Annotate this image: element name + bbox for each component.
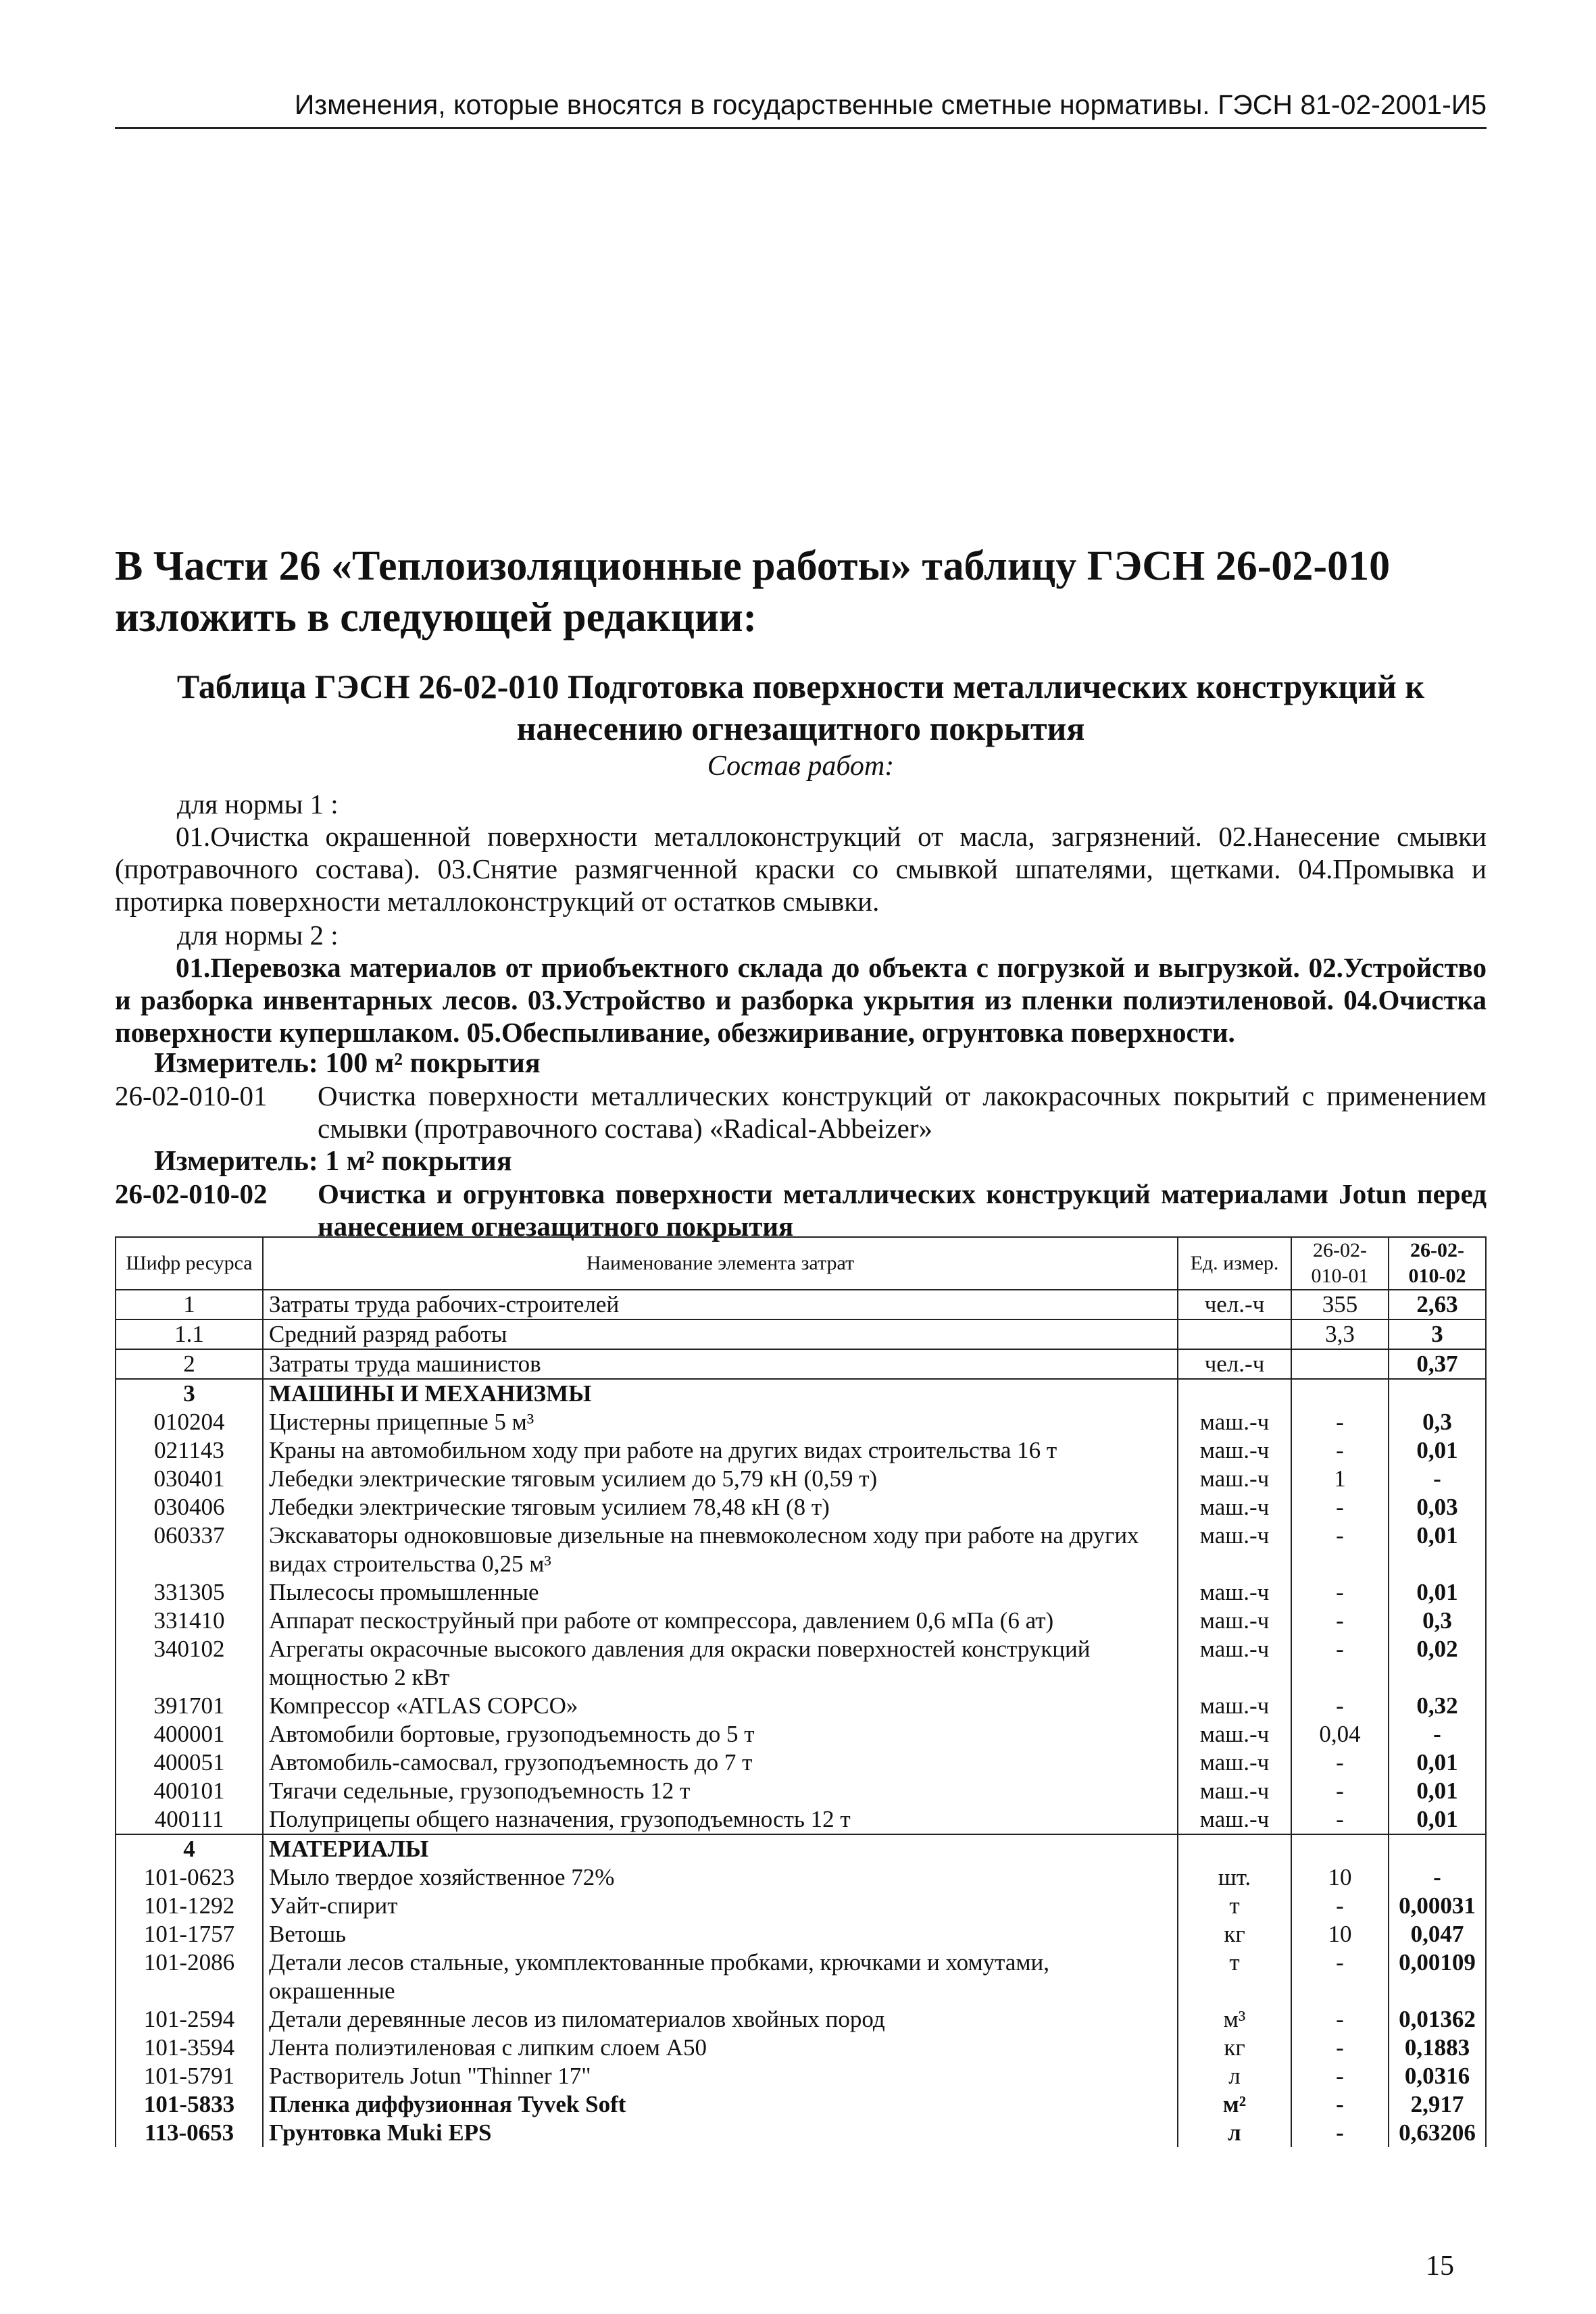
cell-name: Мыло твердое хозяйственное 72% bbox=[263, 1863, 1178, 1892]
running-header: Изменения, которые вносятся в государственные сметные нормативы. ГЭСН 81-02-2001-И5 bbox=[294, 89, 1487, 120]
cell-v2: 0,32 bbox=[1389, 1692, 1486, 1720]
cell-name: Лебедки электрические тяговым усилием 78,48 кН (8 т) bbox=[263, 1493, 1178, 1521]
cell-v1: - bbox=[1291, 1408, 1389, 1436]
table-row bbox=[116, 1720, 1486, 1749]
cell-v2 bbox=[1389, 1834, 1486, 1863]
cell-code: 030401 bbox=[116, 1465, 263, 1493]
col-code: Шифр ресурса bbox=[116, 1237, 263, 1290]
cell-unit: маш.-ч bbox=[1178, 1805, 1291, 1834]
cell-v1: - bbox=[1291, 2005, 1389, 2034]
cell-name: МАТЕРИАЛЫ bbox=[263, 1834, 1178, 1863]
cell-unit: маш.-ч bbox=[1178, 1692, 1291, 1720]
cell-v2: 0,01 bbox=[1389, 1749, 1486, 1777]
table-title: Таблица ГЭСН 26-02-010 Подготовка поверхности металлических конструкций к нанесению огнезащитного покрытия bbox=[176, 668, 1425, 747]
cell-v2: 0,01 bbox=[1389, 1521, 1486, 1578]
cell-name: Средний разряд работы bbox=[263, 1319, 1178, 1349]
norm2-label: для нормы 2 : bbox=[177, 920, 339, 951]
cell-v1: - bbox=[1291, 2119, 1389, 2147]
table-row bbox=[116, 2119, 1486, 2147]
table-row bbox=[116, 2090, 1486, 2119]
table-row bbox=[116, 1635, 1486, 1692]
cell-name: Компрессор «ATLAS COPCO» bbox=[263, 1692, 1178, 1720]
norm-desc-2: Очистка и огрунтовка поверхности металлических конструкций материалами Jotun перед нанесением огнезащитного покрытия bbox=[318, 1178, 1487, 1242]
cell-code: 101-2086 bbox=[116, 1948, 263, 2005]
table-row bbox=[116, 1465, 1486, 1493]
cell-v2: 2,63 bbox=[1389, 1290, 1486, 1319]
norm-desc-1: Очистка поверхности металлических конструкций от лакокрасочных покрытий с применением смывки (протравочного состава) «Radical-Abbeizer» bbox=[318, 1080, 1487, 1144]
cell-v2: 0,37 bbox=[1389, 1349, 1486, 1379]
cell-v2: 0,3 bbox=[1389, 1408, 1486, 1436]
cell-name: Автомобиль-самосвал, грузоподъемность до 7 т bbox=[263, 1749, 1178, 1777]
cell-code: 010204 bbox=[116, 1408, 263, 1436]
table-row bbox=[116, 1892, 1486, 1920]
cell-unit: чел.-ч bbox=[1178, 1290, 1291, 1319]
table-row bbox=[116, 1379, 1486, 1408]
cell-name: Экскаваторы одноковшовые дизельные на пневмоколесном ходу при работе на других видах строительства 0,25 м³ bbox=[263, 1521, 1178, 1578]
cell-unit: маш.-ч bbox=[1178, 1720, 1291, 1749]
cell-v1: - bbox=[1291, 1521, 1389, 1578]
cell-name: Грунтовка Muki EPS bbox=[263, 2119, 1178, 2147]
cell-v1: - bbox=[1291, 1578, 1389, 1607]
cell-v1 bbox=[1291, 1834, 1389, 1863]
cell-code: 400111 bbox=[116, 1805, 263, 1834]
cell-code: 101-2594 bbox=[116, 2005, 263, 2034]
cell-code: 400051 bbox=[116, 1749, 263, 1777]
table-body bbox=[116, 1290, 1486, 2147]
cell-name: Растворитель Jotun "Thinner 17" bbox=[263, 2062, 1178, 2090]
cell-v1: - bbox=[1291, 1692, 1389, 1720]
cell-v2: 2,917 bbox=[1389, 2090, 1486, 2119]
cell-code: 101-0623 bbox=[116, 1863, 263, 1892]
cell-v2: 0,0316 bbox=[1389, 2062, 1486, 2090]
cell-code: 391701 bbox=[116, 1692, 263, 1720]
cell-v2: 0,3 bbox=[1389, 1607, 1486, 1635]
cell-unit: маш.-ч bbox=[1178, 1635, 1291, 1692]
cell-unit: маш.-ч bbox=[1178, 1465, 1291, 1493]
cell-v2: - bbox=[1389, 1720, 1486, 1749]
table-row bbox=[116, 1521, 1486, 1578]
cell-v2: 3 bbox=[1389, 1319, 1486, 1349]
cell-v1: - bbox=[1291, 1948, 1389, 2005]
work-composition-label: Состав работ: bbox=[707, 751, 895, 782]
cell-code: 1.1 bbox=[116, 1319, 263, 1349]
cell-name: Лента полиэтиленовая с липким слоем А50 bbox=[263, 2034, 1178, 2062]
cell-v1: 355 bbox=[1291, 1290, 1389, 1319]
cell-v1: 0,04 bbox=[1291, 1720, 1389, 1749]
cell-unit bbox=[1178, 1834, 1291, 1863]
cell-name: Аппарат пескоструйный при работе от компрессора, давлением 0,6 мПа (6 ат) bbox=[263, 1607, 1178, 1635]
table-row bbox=[116, 1863, 1486, 1892]
table-row bbox=[116, 1493, 1486, 1521]
cell-unit: кг bbox=[1178, 2034, 1291, 2062]
cell-code: 101-1757 bbox=[116, 1920, 263, 1948]
cell-v1: 10 bbox=[1291, 1920, 1389, 1948]
header-rule bbox=[115, 127, 1487, 129]
table-row bbox=[116, 1749, 1486, 1777]
table-row bbox=[116, 1349, 1486, 1379]
cell-code: 101-1292 bbox=[116, 1892, 263, 1920]
cell-v2: 0,01 bbox=[1389, 1578, 1486, 1607]
cell-v1: - bbox=[1291, 2062, 1389, 2090]
cell-name: Ветошь bbox=[263, 1920, 1178, 1948]
cell-v2: 0,03 bbox=[1389, 1493, 1486, 1521]
cell-unit: л bbox=[1178, 2062, 1291, 2090]
cell-code: 340102 bbox=[116, 1635, 263, 1692]
cell-v1: - bbox=[1291, 1805, 1389, 1834]
cell-v2: 0,1883 bbox=[1389, 2034, 1486, 2062]
cell-name: Лебедки электрические тяговым усилием до 5,79 кН (0,59 т) bbox=[263, 1465, 1178, 1493]
cell-v2: - bbox=[1389, 1863, 1486, 1892]
table-row bbox=[116, 1319, 1486, 1349]
cell-v1 bbox=[1291, 1379, 1389, 1408]
page-number: 15 bbox=[1426, 2250, 1454, 2282]
cell-code: 101-5791 bbox=[116, 2062, 263, 2090]
col-unit: Ед. измер. bbox=[1178, 1237, 1291, 1290]
cell-unit bbox=[1178, 1379, 1291, 1408]
cell-unit: маш.-ч bbox=[1178, 1493, 1291, 1521]
norm1-label: для нормы 1 : bbox=[177, 788, 339, 820]
cell-name: Затраты труда рабочих-строителей bbox=[263, 1290, 1178, 1319]
cell-v2: 0,63206 bbox=[1389, 2119, 1486, 2147]
cell-v1: - bbox=[1291, 1635, 1389, 1692]
cell-unit: т bbox=[1178, 1948, 1291, 2005]
cell-code: 331305 bbox=[116, 1578, 263, 1607]
col-norm2: 26-02-010-02 bbox=[1389, 1237, 1486, 1290]
cell-unit: м² bbox=[1178, 2090, 1291, 2119]
cell-unit: маш.-ч bbox=[1178, 1607, 1291, 1635]
cell-code: 4 bbox=[116, 1834, 263, 1863]
cell-v1: - bbox=[1291, 2034, 1389, 2062]
cell-v2: 0,01 bbox=[1389, 1436, 1486, 1465]
cell-v1: 10 bbox=[1291, 1863, 1389, 1892]
cell-v2: 0,00109 bbox=[1389, 1948, 1486, 2005]
cell-v2: 0,01 bbox=[1389, 1777, 1486, 1805]
cell-unit: т bbox=[1178, 1892, 1291, 1920]
cell-name: Затраты труда машинистов bbox=[263, 1349, 1178, 1379]
cell-name: Краны на автомобильном ходу при работе на других видах строительства 16 т bbox=[263, 1436, 1178, 1465]
col-norm1: 26-02-010-01 bbox=[1291, 1237, 1389, 1290]
cell-name: Пленка диффузионная Tyvek Soft bbox=[263, 2090, 1178, 2119]
cell-v1 bbox=[1291, 1349, 1389, 1379]
table-row bbox=[116, 1805, 1486, 1834]
cell-unit: шт. bbox=[1178, 1863, 1291, 1892]
table-row bbox=[116, 1948, 1486, 2005]
cell-v1: - bbox=[1291, 1436, 1389, 1465]
cell-unit: маш.-ч bbox=[1178, 1777, 1291, 1805]
cell-name: Агрегаты окрасочные высокого давления для окраски поверхностей конструкций мощностью 2 кВт bbox=[263, 1635, 1178, 1692]
measure-1: Измеритель: 100 м² покрытия bbox=[154, 1048, 541, 1079]
cell-v2: 0,00031 bbox=[1389, 1892, 1486, 1920]
cell-v1: - bbox=[1291, 1749, 1389, 1777]
cell-v1: - bbox=[1291, 1493, 1389, 1521]
cell-code: 113-0653 bbox=[116, 2119, 263, 2147]
table-row bbox=[116, 2005, 1486, 2034]
table-row bbox=[116, 1692, 1486, 1720]
cell-code: 3 bbox=[116, 1379, 263, 1408]
cell-v2: 0,047 bbox=[1389, 1920, 1486, 1948]
norm2-text: 01.Перевозка материалов от приобъектного склада до объекта с погрузкой и выгрузкой. 02.Устройство и разборка инвентарных лесов. 03.Устройство и разборка укрытия из пленки полиэтиленовой. 04.Очистка поверхности купершлаком. 05.Обеспыливание, обезжиривание, огрунтовка поверхности. bbox=[115, 952, 1487, 1048]
cell-unit: маш.-ч bbox=[1178, 1749, 1291, 1777]
cell-code: 101-3594 bbox=[116, 2034, 263, 2062]
cell-unit: маш.-ч bbox=[1178, 1436, 1291, 1465]
cell-name: Уайт-спирит bbox=[263, 1892, 1178, 1920]
cell-v2: 0,01362 bbox=[1389, 2005, 1486, 2034]
cell-code: 400101 bbox=[116, 1777, 263, 1805]
section-heading: В Части 26 «Теплоизоляционные работы» таблицу ГЭСН 26-02-010 изложить в следующей редакции: bbox=[115, 543, 1391, 640]
cell-code: 030406 bbox=[116, 1493, 263, 1521]
cell-code: 331410 bbox=[116, 1607, 263, 1635]
cell-code: 2 bbox=[116, 1349, 263, 1379]
cell-v1: - bbox=[1291, 1892, 1389, 1920]
cell-code: 021143 bbox=[116, 1436, 263, 1465]
table-row bbox=[116, 1607, 1486, 1635]
col-name: Наименование элемента затрат bbox=[263, 1237, 1178, 1290]
measure-2: Измеритель: 1 м² покрытия bbox=[154, 1146, 512, 1177]
cell-code: 400001 bbox=[116, 1720, 263, 1749]
cell-unit bbox=[1178, 1319, 1291, 1349]
cell-unit: л bbox=[1178, 2119, 1291, 2147]
resource-table bbox=[115, 1236, 1487, 2147]
table-row bbox=[116, 1834, 1486, 1863]
cell-code: 1 bbox=[116, 1290, 263, 1319]
table-row bbox=[116, 1920, 1486, 1948]
norm-code-1: 26-02-010-01 bbox=[115, 1080, 268, 1111]
cell-unit: чел.-ч bbox=[1178, 1349, 1291, 1379]
cell-name: Цистерны прицепные 5 м³ bbox=[263, 1408, 1178, 1436]
table-header-row bbox=[116, 1237, 1486, 1290]
cell-name: Тягачи седельные, грузоподъемность 12 т bbox=[263, 1777, 1178, 1805]
table-row bbox=[116, 1578, 1486, 1607]
table-row bbox=[116, 1290, 1486, 1319]
cell-unit: маш.-ч bbox=[1178, 1408, 1291, 1436]
cell-v2: 0,02 bbox=[1389, 1635, 1486, 1692]
table-row bbox=[116, 1436, 1486, 1465]
cell-v1: - bbox=[1291, 1607, 1389, 1635]
table-row bbox=[116, 2062, 1486, 2090]
table-row bbox=[116, 1777, 1486, 1805]
cell-unit: маш.-ч bbox=[1178, 1578, 1291, 1607]
cell-code: 060337 bbox=[116, 1521, 263, 1578]
cell-v1: 1 bbox=[1291, 1465, 1389, 1493]
table-row bbox=[116, 2034, 1486, 2062]
cell-v2: - bbox=[1389, 1465, 1486, 1493]
cell-unit: маш.-ч bbox=[1178, 1521, 1291, 1578]
cell-name: Детали лесов стальные, укомплектованные пробками, крючками и хомутами, окрашенные bbox=[263, 1948, 1178, 2005]
cell-name: Детали деревянные лесов из пиломатериалов хвойных пород bbox=[263, 2005, 1178, 2034]
cell-unit: м³ bbox=[1178, 2005, 1291, 2034]
norm1-text: 01.Очистка окрашенной поверхности металлоконструкций от масла, загрязнений. 02.Нанесение смывки (протравочного состава). 03.Снятие размягченной краски со смывкой шпателями, щетками. 04.Промывка и протирка поверхности металлоконструкций от остатков смывки. bbox=[115, 821, 1487, 917]
cell-unit: кг bbox=[1178, 1920, 1291, 1948]
cell-v1: 3,3 bbox=[1291, 1319, 1389, 1349]
cell-name: МАШИНЫ И МЕХАНИЗМЫ bbox=[263, 1379, 1178, 1408]
cell-code: 101-5833 bbox=[116, 2090, 263, 2119]
cell-name: Пылесосы промышленные bbox=[263, 1578, 1178, 1607]
cell-v2 bbox=[1389, 1379, 1486, 1408]
table-row bbox=[116, 1408, 1486, 1436]
cell-v1: - bbox=[1291, 1777, 1389, 1805]
norm-code-2: 26-02-010-02 bbox=[115, 1178, 268, 1209]
cell-v2: 0,01 bbox=[1389, 1805, 1486, 1834]
cell-name: Автомобили бортовые, грузоподъемность до 5 т bbox=[263, 1720, 1178, 1749]
cell-v1: - bbox=[1291, 2090, 1389, 2119]
cell-name: Полуприцепы общего назначения, грузоподъемность 12 т bbox=[263, 1805, 1178, 1834]
